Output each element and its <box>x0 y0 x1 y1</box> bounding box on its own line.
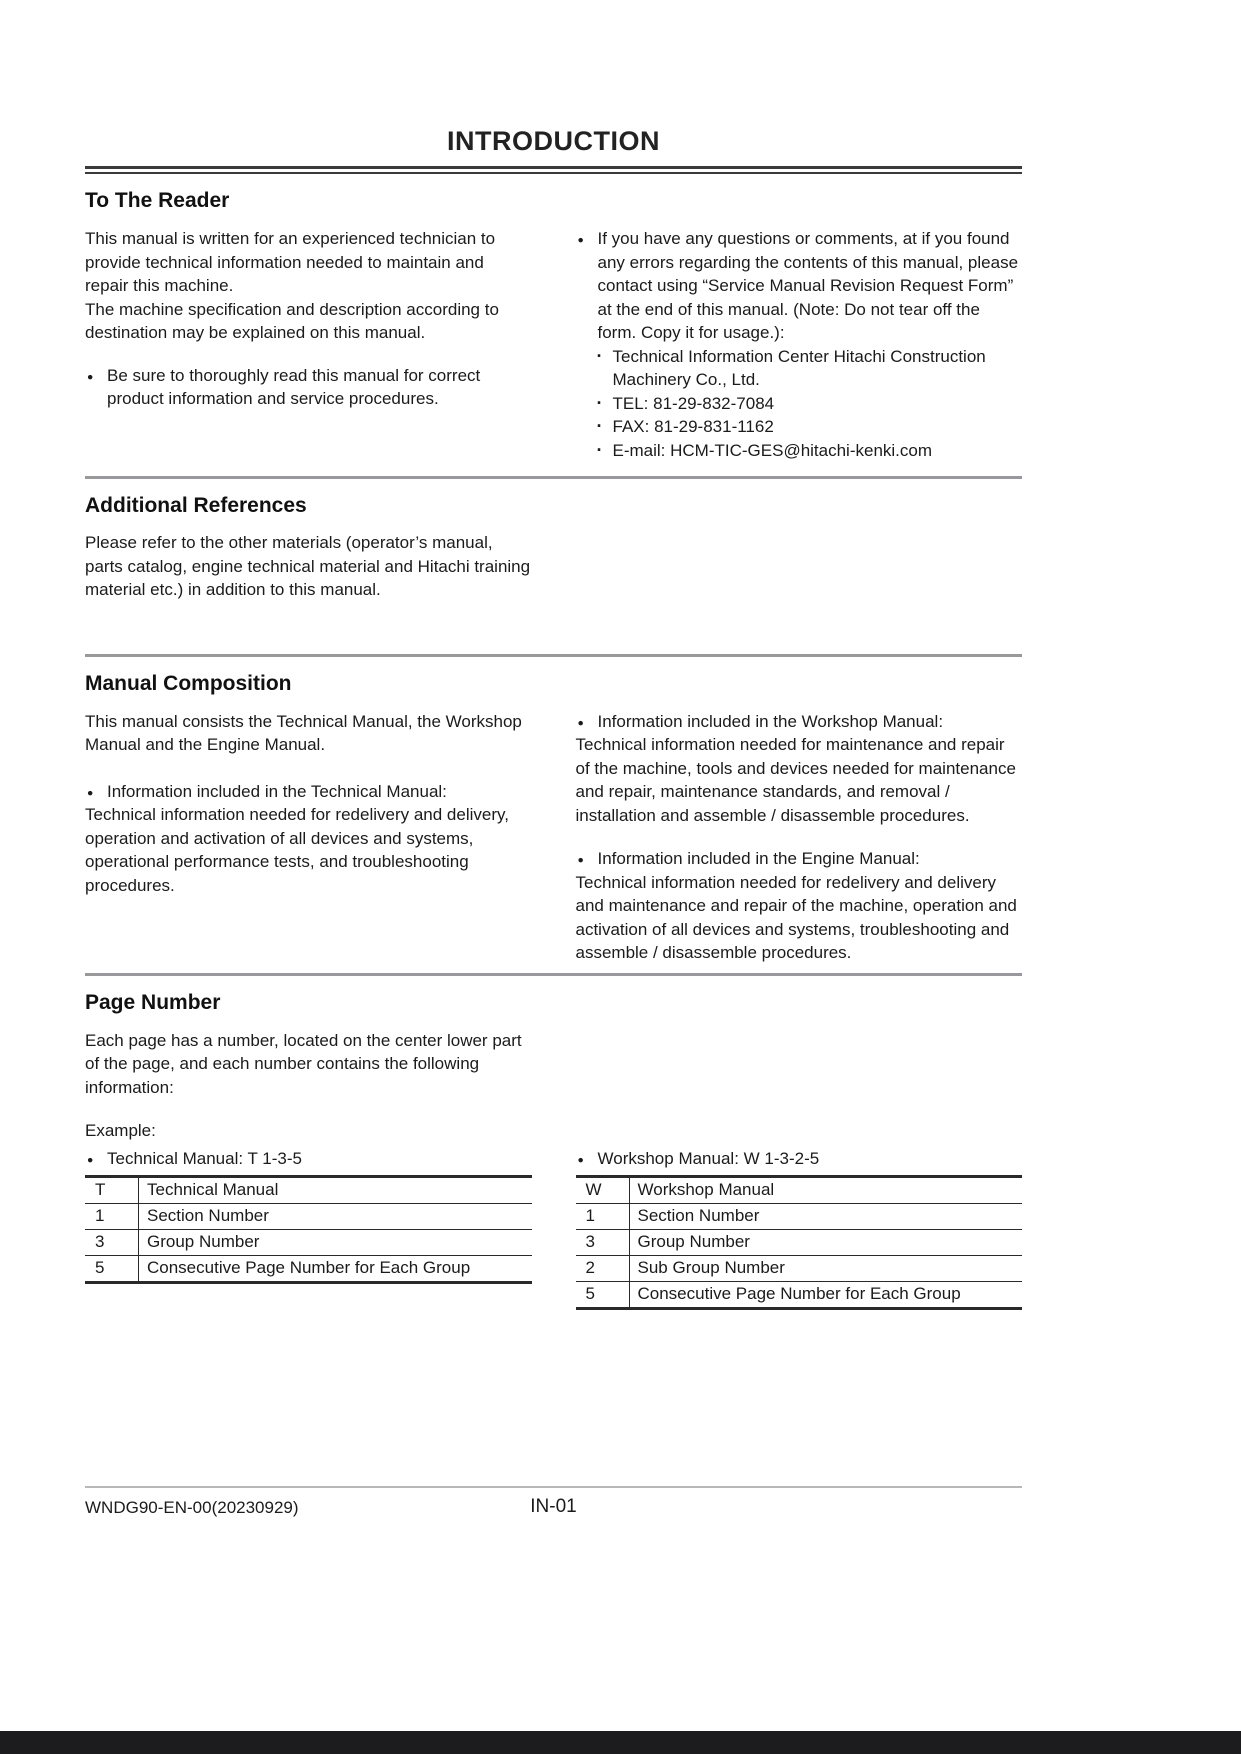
manual-composition-right-column <box>576 710 1023 965</box>
page-number-left-column <box>85 1029 532 1100</box>
section-heading-manual-composition: Manual Composition <box>85 671 292 695</box>
page-number-intro-columns <box>85 1029 1022 1100</box>
table-key-cell: T <box>85 1177 139 1204</box>
table-desc-cell: Section Number <box>629 1204 1022 1230</box>
table-row <box>576 1177 1023 1204</box>
table-desc-cell: Technical Manual <box>147 1180 279 1199</box>
page-number-tables <box>85 1143 1022 1311</box>
table-desc-cell: Group Number <box>139 1230 532 1256</box>
table-key-cell: 1 <box>85 1204 139 1230</box>
table-desc-cell: Sub Group Number <box>629 1256 1022 1282</box>
paragraph: Technical information needed for maintenance and repair of the machine, tools and devices needed for maintenance and repair, maintenance standards, and removal / installation and assemble / disassemble procedures. <box>575 735 1016 825</box>
additional-references-left-column <box>85 531 532 602</box>
to-the-reader-left-column <box>85 227 532 462</box>
table-row <box>85 1177 532 1204</box>
bullet-item: ● Technical Manual: T 1-3-5 <box>85 1147 532 1171</box>
paragraph-text: The machine specification and description according to destination may be explained on this manual. <box>85 299 499 342</box>
to-the-reader-right-column <box>576 227 1023 462</box>
table-row <box>85 1204 532 1230</box>
title-double-rule <box>85 166 1022 174</box>
table-key-cell: 1 <box>576 1204 630 1230</box>
workshop-manual-page-table <box>576 1175 1023 1310</box>
table-key-cell: 5 <box>85 1256 139 1283</box>
table-key-cell: W <box>576 1177 630 1204</box>
table-desc-cell: Consecutive Page Number for Each Group <box>139 1256 532 1283</box>
bullet-item: ● Be sure to thoroughly read this manual for correct product information and service procedures. <box>85 364 532 411</box>
table-row <box>576 1282 1023 1309</box>
technical-example-column <box>85 1143 532 1311</box>
additional-references-right-column <box>576 531 1023 602</box>
section-divider <box>85 973 1022 976</box>
table-row <box>576 1256 1023 1282</box>
bullet-item: ● Information included in the Workshop Manual: <box>576 710 1023 734</box>
contact-item: · Technical Information Center Hitachi Construction Machinery Co., Ltd. <box>576 345 1023 392</box>
table-desc-cell: Workshop Manual <box>637 1180 775 1199</box>
bullet-item: ● Workshop Manual: W 1-3-2-5 <box>576 1147 1023 1171</box>
bullet-item: ● Information included in the Engine Manual: <box>576 847 1023 871</box>
section-heading-page-number: Page Number <box>85 990 221 1014</box>
paragraph: This manual consists the Technical Manual, the Workshop Manual and the Engine Manual. <box>85 711 522 754</box>
paragraph-text: This manual is written for an experienced technician to provide technical information needed to maintain and repair this machine. <box>85 229 496 295</box>
example-label: Example: <box>85 1121 156 1140</box>
contact-item: · FAX: 81-29-831-1162 <box>576 415 1023 439</box>
footer-divider <box>85 1486 1022 1488</box>
section-divider <box>85 654 1022 657</box>
contact-list <box>576 345 1023 463</box>
paragraph: Technical information needed for redelivery and delivery, operation and activation of all devices and systems, operational performance tests, and troubleshooting procedures. <box>85 805 509 895</box>
table-row <box>85 1256 532 1283</box>
additional-references-columns <box>85 531 1022 602</box>
section-heading-to-the-reader: To The Reader <box>85 189 230 212</box>
footer-doc-code: WNDG90-EN-00(20230929) <box>85 1498 299 1517</box>
technical-manual-page-table <box>85 1175 532 1284</box>
paragraph: Each page has a number, located on the center lower part of the page, and each number contains the following information: <box>85 1030 522 1097</box>
paragraph: Technical information needed for redelivery and delivery and maintenance and repair of the machine, operation and activation of all devices and systems, troubleshooting and assemble / disassemble procedures. <box>575 872 1017 962</box>
table-desc-cell: Group Number <box>629 1230 1022 1256</box>
paragraph <box>85 227 532 345</box>
paragraph: Please refer to the other materials (operator’s manual, parts catalog, engine technical material and Hitachi training material etc.) in addition to this manual. <box>85 533 531 599</box>
table-key-cell: 5 <box>576 1282 630 1309</box>
contact-item: · E-mail: HCM-TIC-GES@hitachi-kenki.com <box>576 439 1023 463</box>
manual-composition-left-column <box>85 710 532 965</box>
table-desc-cell: Section Number <box>139 1204 532 1230</box>
table-row <box>576 1230 1023 1256</box>
table-desc-cell: Consecutive Page Number for Each Group <box>629 1282 1022 1309</box>
bullet-item: ● If you have any questions or comments, at if you found any errors regarding the contents of this manual, please contact using “Service Manual Revision Request Form” at the end of this manual. (Note: Do not tear off the form. Copy it for usage.): <box>576 227 1023 345</box>
bottom-black-bar <box>0 1731 1241 1754</box>
manual-composition-columns <box>85 710 1022 965</box>
section-divider <box>85 476 1022 479</box>
table-key-cell: 3 <box>576 1230 630 1256</box>
to-the-reader-columns <box>85 227 1022 462</box>
page-content <box>85 0 1022 1310</box>
table-key-cell: 2 <box>576 1256 630 1282</box>
section-heading-additional-references: Additional References <box>85 494 307 517</box>
page-title: INTRODUCTION <box>447 126 660 156</box>
table-row <box>85 1230 532 1256</box>
contact-item: · TEL: 81-29-832-7084 <box>576 392 1023 416</box>
bullet-item: ● Information included in the Technical Manual: <box>85 780 532 804</box>
workshop-example-column <box>576 1143 1023 1311</box>
table-key-cell: 3 <box>85 1230 139 1256</box>
table-row <box>576 1204 1023 1230</box>
footer-page-number: IN-01 <box>530 1496 577 1517</box>
page-number-right-column <box>576 1029 1023 1100</box>
